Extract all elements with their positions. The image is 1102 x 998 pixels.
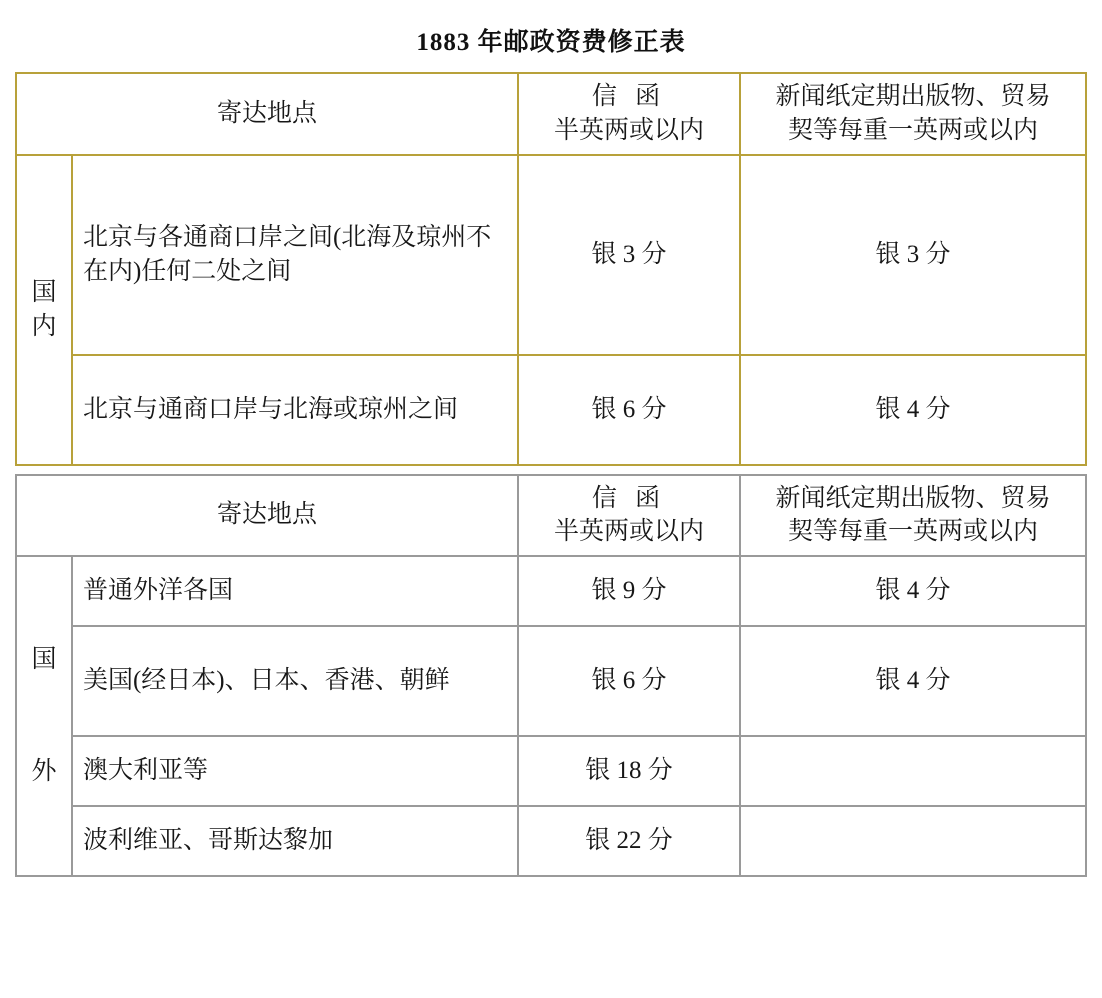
header-destination: 寄达地点 (16, 73, 518, 155)
row-place: 普通外洋各国 (72, 556, 518, 626)
table-header-row (16, 73, 1086, 155)
row-news-rate: 银 3 分 (740, 155, 1086, 355)
header-newspaper-line2: 契等每重一英两或以内 (787, 116, 1038, 144)
header-newspaper-line1: 新闻纸定期出版物、贸易 (775, 83, 1051, 110)
header-letter-line2: 半英两或以内 (553, 116, 704, 144)
header-letter (518, 73, 740, 155)
foreign-rate-table (15, 474, 1087, 878)
header-letter (518, 475, 740, 557)
header-newspaper (740, 475, 1086, 557)
header-letter-line1: 信 函 (591, 484, 667, 512)
row-letter-rate: 银 6 分 (518, 355, 740, 465)
row-place: 北京与各通商口岸之间(北海及琼州不在内)任何二处之间 (72, 155, 518, 355)
table-row (16, 626, 1086, 736)
group-label-foreign (16, 556, 72, 876)
page-title: 1883 年邮政资费修正表 (416, 29, 686, 56)
header-destination: 寄达地点 (16, 475, 518, 557)
header-newspaper (740, 73, 1086, 155)
table-row (16, 736, 1086, 806)
row-letter-rate: 银 9 分 (518, 556, 740, 626)
row-news-rate (740, 736, 1086, 806)
row-news-rate (740, 806, 1086, 876)
row-news-rate: 银 4 分 (740, 556, 1086, 626)
header-newspaper-line2: 契等每重一英两或以内 (787, 518, 1038, 546)
table-row (16, 155, 1086, 355)
group-label-char-1: 国 (31, 646, 57, 674)
row-place: 波利维亚、哥斯达黎加 (72, 806, 518, 876)
header-letter-line2: 半英两或以内 (553, 518, 704, 546)
group-label-domestic (16, 155, 72, 465)
table-row (16, 806, 1086, 876)
row-news-rate: 银 4 分 (740, 626, 1086, 736)
group-label-char-1: 国 (31, 278, 57, 306)
domestic-rate-table (15, 72, 1087, 466)
row-letter-rate: 银 22 分 (518, 806, 740, 876)
row-place: 澳大利亚等 (72, 736, 518, 806)
table-row (16, 355, 1086, 465)
row-letter-rate: 银 3 分 (518, 155, 740, 355)
row-place: 北京与通商口岸与北海或琼州之间 (72, 355, 518, 465)
table-row (16, 556, 1086, 626)
group-label-char-2: 内 (31, 312, 57, 340)
header-letter-line1: 信 函 (591, 83, 667, 110)
row-news-rate: 银 4 分 (740, 355, 1086, 465)
row-letter-rate: 银 6 分 (518, 626, 740, 736)
row-place: 美国(经日本)、日本、香港、朝鲜 (72, 626, 518, 736)
group-label-char-2: 外 (31, 758, 57, 785)
table-header-row (16, 475, 1086, 557)
header-newspaper-line1: 新闻纸定期出版物、贸易 (775, 484, 1051, 512)
row-letter-rate: 银 18 分 (518, 736, 740, 806)
